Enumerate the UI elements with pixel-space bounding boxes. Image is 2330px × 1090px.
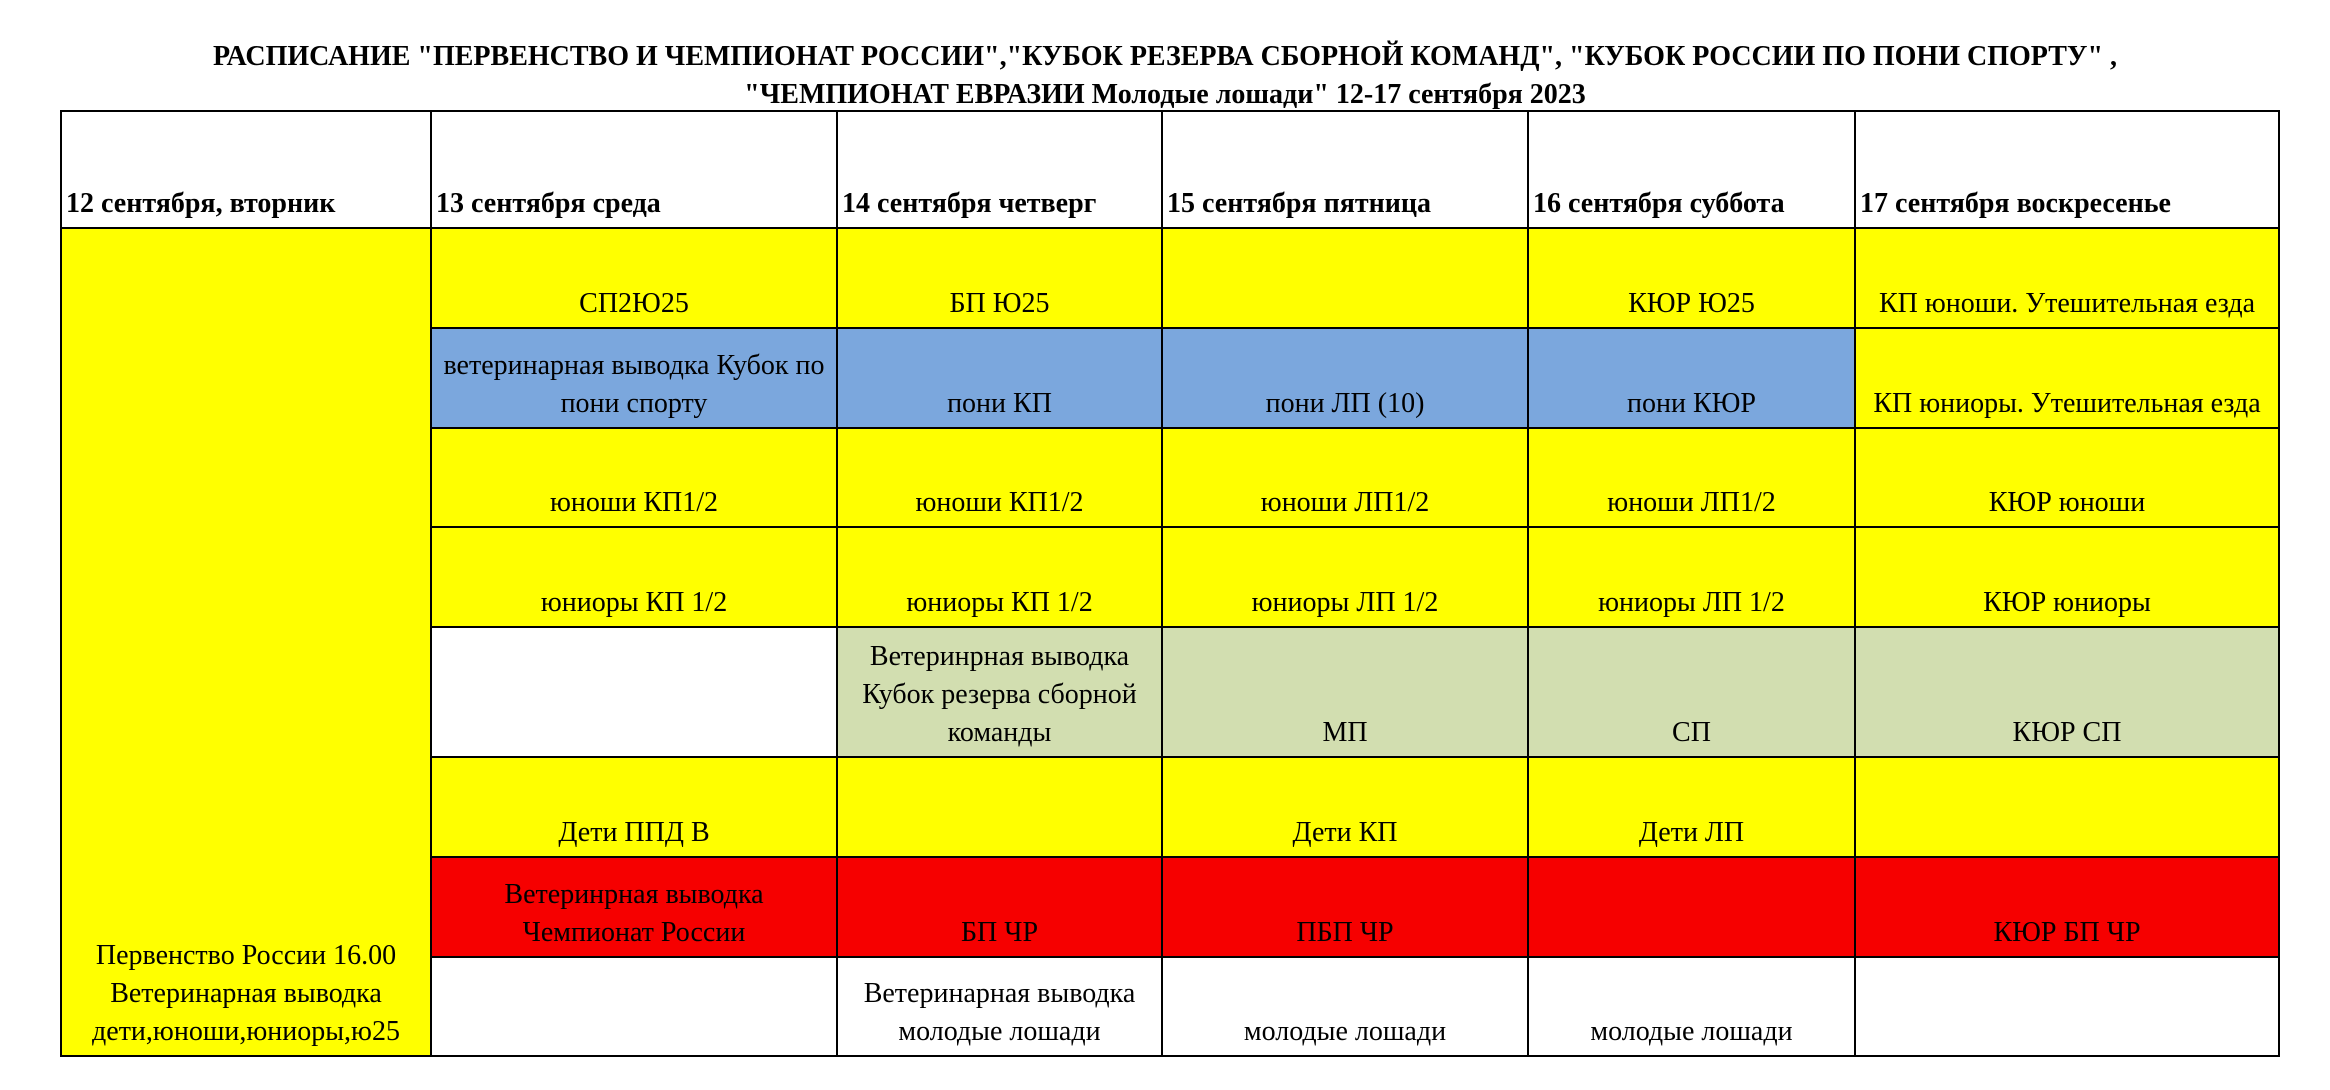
- header-day-3: 14 сентября четверг: [837, 111, 1162, 228]
- table-cell: БП ЧР: [837, 857, 1162, 957]
- table-cell: Ветеринарная выводка молодые лошади: [837, 957, 1162, 1056]
- table-cell: юноши ЛП1/2: [1528, 428, 1855, 527]
- table-cell: [1855, 757, 2279, 857]
- table-cell: юниоры ЛП 1/2: [1528, 527, 1855, 627]
- table-cell: Ветеринрная выводка Чемпионат России: [431, 857, 837, 957]
- header-day-4: 15 сентября пятница: [1162, 111, 1528, 228]
- title-line-1: РАСПИСАНИЕ "ПЕРВЕНСТВО И ЧЕМПИОНАТ РОССИИ","КУБОК РЕЗЕРВА СБОРНОЙ КОМАНД", "КУБОК РОССИИ ПО ПОНИ СПОРТУ" ,: [213, 41, 2117, 72]
- table-row: [61, 228, 2279, 328]
- table-cell: ветеринарная выводка Кубок по пони спорту: [431, 328, 837, 428]
- header-day-5: 16 сентября суббота: [1528, 111, 1855, 228]
- table-cell: пони КП: [837, 328, 1162, 428]
- table-cell: юниоры КП 1/2: [431, 527, 837, 627]
- table-cell: [431, 957, 837, 1056]
- schedule-title: [0, 38, 2330, 114]
- table-cell: КЮР Ю25: [1528, 228, 1855, 328]
- table-cell: КЮР БП ЧР: [1855, 857, 2279, 957]
- day1-cell: Первенство России 16.00 Ветеринарная выводка дети,юноши,юниоры,ю25: [61, 228, 431, 1056]
- table-cell: КЮР юноши: [1855, 428, 2279, 527]
- header-row: [61, 111, 2279, 228]
- table-cell: [1162, 228, 1528, 328]
- table-cell: [1855, 957, 2279, 1056]
- table-cell: МП: [1162, 627, 1528, 757]
- table-cell: ПБП ЧР: [1162, 857, 1528, 957]
- table-cell: КЮР СП: [1855, 627, 2279, 757]
- table-cell: пони ЛП (10): [1162, 328, 1528, 428]
- table-cell: юниоры ЛП 1/2: [1162, 527, 1528, 627]
- table-cell: юниоры КП 1/2: [837, 527, 1162, 627]
- table-cell: Ветеринрная выводка Кубок резерва сборной команды: [837, 627, 1162, 757]
- table-cell: пони КЮР: [1528, 328, 1855, 428]
- table-cell: Дети КП: [1162, 757, 1528, 857]
- table-cell: СП: [1528, 627, 1855, 757]
- table-cell: молодые лошади: [1528, 957, 1855, 1056]
- table-cell: [1528, 857, 1855, 957]
- table-cell: [837, 757, 1162, 857]
- table-cell: Дети ППД В: [431, 757, 837, 857]
- table-cell: КП юниоры. Утешительная езда: [1855, 328, 2279, 428]
- header-day-6: 17 сентября воскресенье: [1855, 111, 2279, 228]
- title-line-2: "ЧЕМПИОНАТ ЕВРАЗИИ Молодые лошади" 12-17 сентября 2023: [744, 79, 1586, 110]
- table-cell: БП Ю25: [837, 228, 1162, 328]
- table-cell: КП юноши. Утешительная езда: [1855, 228, 2279, 328]
- table-cell: СП2Ю25: [431, 228, 837, 328]
- table-cell: КЮР юниоры: [1855, 527, 2279, 627]
- table-cell: юноши ЛП1/2: [1162, 428, 1528, 527]
- schedule-table: [60, 110, 2280, 1057]
- table-cell: юноши КП1/2: [837, 428, 1162, 527]
- table-cell: юноши КП1/2: [431, 428, 837, 527]
- table-cell: Дети ЛП: [1528, 757, 1855, 857]
- table-cell: молодые лошади: [1162, 957, 1528, 1056]
- header-day-2: 13 сентября среда: [431, 111, 837, 228]
- table-cell: [431, 627, 837, 757]
- header-day-1: 12 сентября, вторник: [61, 111, 431, 228]
